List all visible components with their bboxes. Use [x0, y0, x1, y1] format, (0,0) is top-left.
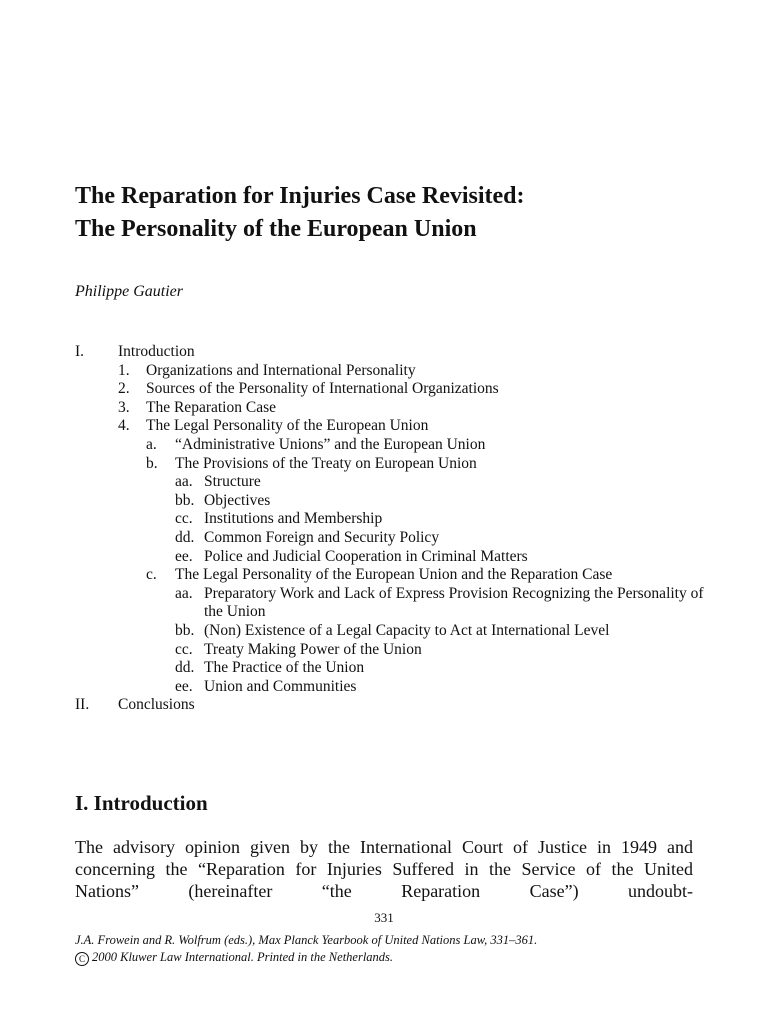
toc-entry-number: a.: [146, 435, 157, 453]
toc-entry: [75, 622, 715, 641]
footer-copyright: 2000 Kluwer Law International. Printed in the Netherlands.: [92, 950, 394, 964]
toc-entry-text: Introduction: [118, 343, 195, 360]
toc-entry-number: ee.: [175, 677, 193, 695]
toc-entry: [75, 529, 715, 548]
toc-entry-text: Preparatory Work and Lack of Express Provision Recognizing the Personality of the Union: [204, 584, 704, 621]
toc-entry-number: 3.: [118, 398, 130, 416]
toc-entry: [75, 510, 715, 529]
toc-entry-number: bb.: [175, 621, 195, 639]
toc-entry-text: Institutions and Membership: [204, 510, 383, 528]
toc-entry: [75, 417, 715, 436]
toc-entry-text: Conclusions: [118, 696, 195, 714]
toc-entry: [75, 566, 715, 585]
toc-entry: [75, 492, 715, 511]
toc-entry-text: “Administrative Unions” and the European Union: [175, 435, 486, 453]
toc-entry-text: The Provisions of the Treaty on European Union: [175, 454, 477, 472]
toc-entry-text: Objectives: [204, 491, 271, 509]
footer-citation: J.A. Frowein and R. Wolfrum (eds.), Max Planck Yearbook of United Nations Law, 331–361.: [75, 933, 538, 947]
author-name: Philippe Gautier: [75, 283, 183, 300]
toc-entry-text: The Reparation Case: [146, 398, 276, 416]
toc-entry-number: 2.: [118, 380, 130, 398]
toc-entry: [75, 641, 715, 660]
page-number: 331: [374, 910, 394, 925]
section-heading: I. Introduction: [75, 791, 208, 815]
toc-entry: [75, 343, 715, 362]
toc-entry: [75, 678, 715, 697]
toc-entry-number: II.: [75, 696, 90, 714]
toc-entry-text: Structure: [204, 473, 261, 491]
toc-entry-text: Sources of the Personality of International Organizations: [146, 380, 499, 398]
toc-entry-number: dd.: [175, 528, 195, 546]
toc-entry: [75, 585, 715, 622]
toc-entry-text: The Practice of the Union: [204, 659, 365, 677]
toc-entry-text: The Legal Personality of the European Union and the Reparation Case: [175, 566, 613, 584]
toc-entry: [75, 362, 715, 381]
toc-entry-text: Treaty Making Power of the Union: [204, 640, 422, 658]
toc-entry-number: 4.: [118, 417, 130, 435]
footer: [75, 932, 715, 966]
toc-entry-number: cc.: [175, 640, 193, 658]
toc-entry-text: Police and Judicial Cooperation in Criminal Matters: [204, 547, 528, 565]
toc-entry-text: The Legal Personality of the European Union: [146, 417, 429, 435]
title-line-1: The Reparation for Injuries Case Revisited:: [75, 183, 525, 209]
title-line-2: The Personality of the European Union: [75, 216, 477, 242]
toc-entry: [75, 436, 715, 455]
toc-entry: [75, 548, 715, 567]
toc-entry-number: ee.: [175, 547, 193, 565]
toc-entry-number: I.: [75, 343, 85, 360]
toc-entry-number: c.: [146, 566, 157, 584]
toc-entry: [75, 380, 715, 399]
toc-entry-number: aa.: [175, 473, 193, 491]
toc-entry: [75, 696, 715, 715]
toc-entry-text: Common Foreign and Security Policy: [204, 528, 440, 546]
toc-entry-number: dd.: [175, 659, 195, 677]
toc-entry-text: Organizations and International Personality: [146, 361, 416, 379]
table-of-contents: [75, 343, 715, 715]
toc-entry-number: 1.: [118, 361, 130, 379]
toc-entry: [75, 473, 715, 492]
toc-entry-text: Union and Communities: [204, 677, 357, 695]
toc-entry-number: bb.: [175, 491, 195, 509]
toc-entry-number: cc.: [175, 510, 193, 528]
body-paragraph: The advisory opinion given by the International Court of Justice in 1949 and concerning the “Reparation for Injuries Suffered in the Service of the United Nations” (hereinafter “the Reparation Case”) undoubt-: [75, 837, 693, 901]
toc-entry-number: b.: [146, 454, 158, 472]
toc-entry: [75, 399, 715, 418]
toc-entry: [75, 659, 715, 678]
footer-copyright-line: [75, 949, 715, 966]
toc-entry-text: (Non) Existence of a Legal Capacity to Act at International Level: [204, 621, 610, 639]
copyright-icon: C: [75, 952, 89, 966]
toc-entry-number: aa.: [175, 584, 193, 602]
article-title: [75, 180, 715, 246]
toc-entry: [75, 455, 715, 474]
